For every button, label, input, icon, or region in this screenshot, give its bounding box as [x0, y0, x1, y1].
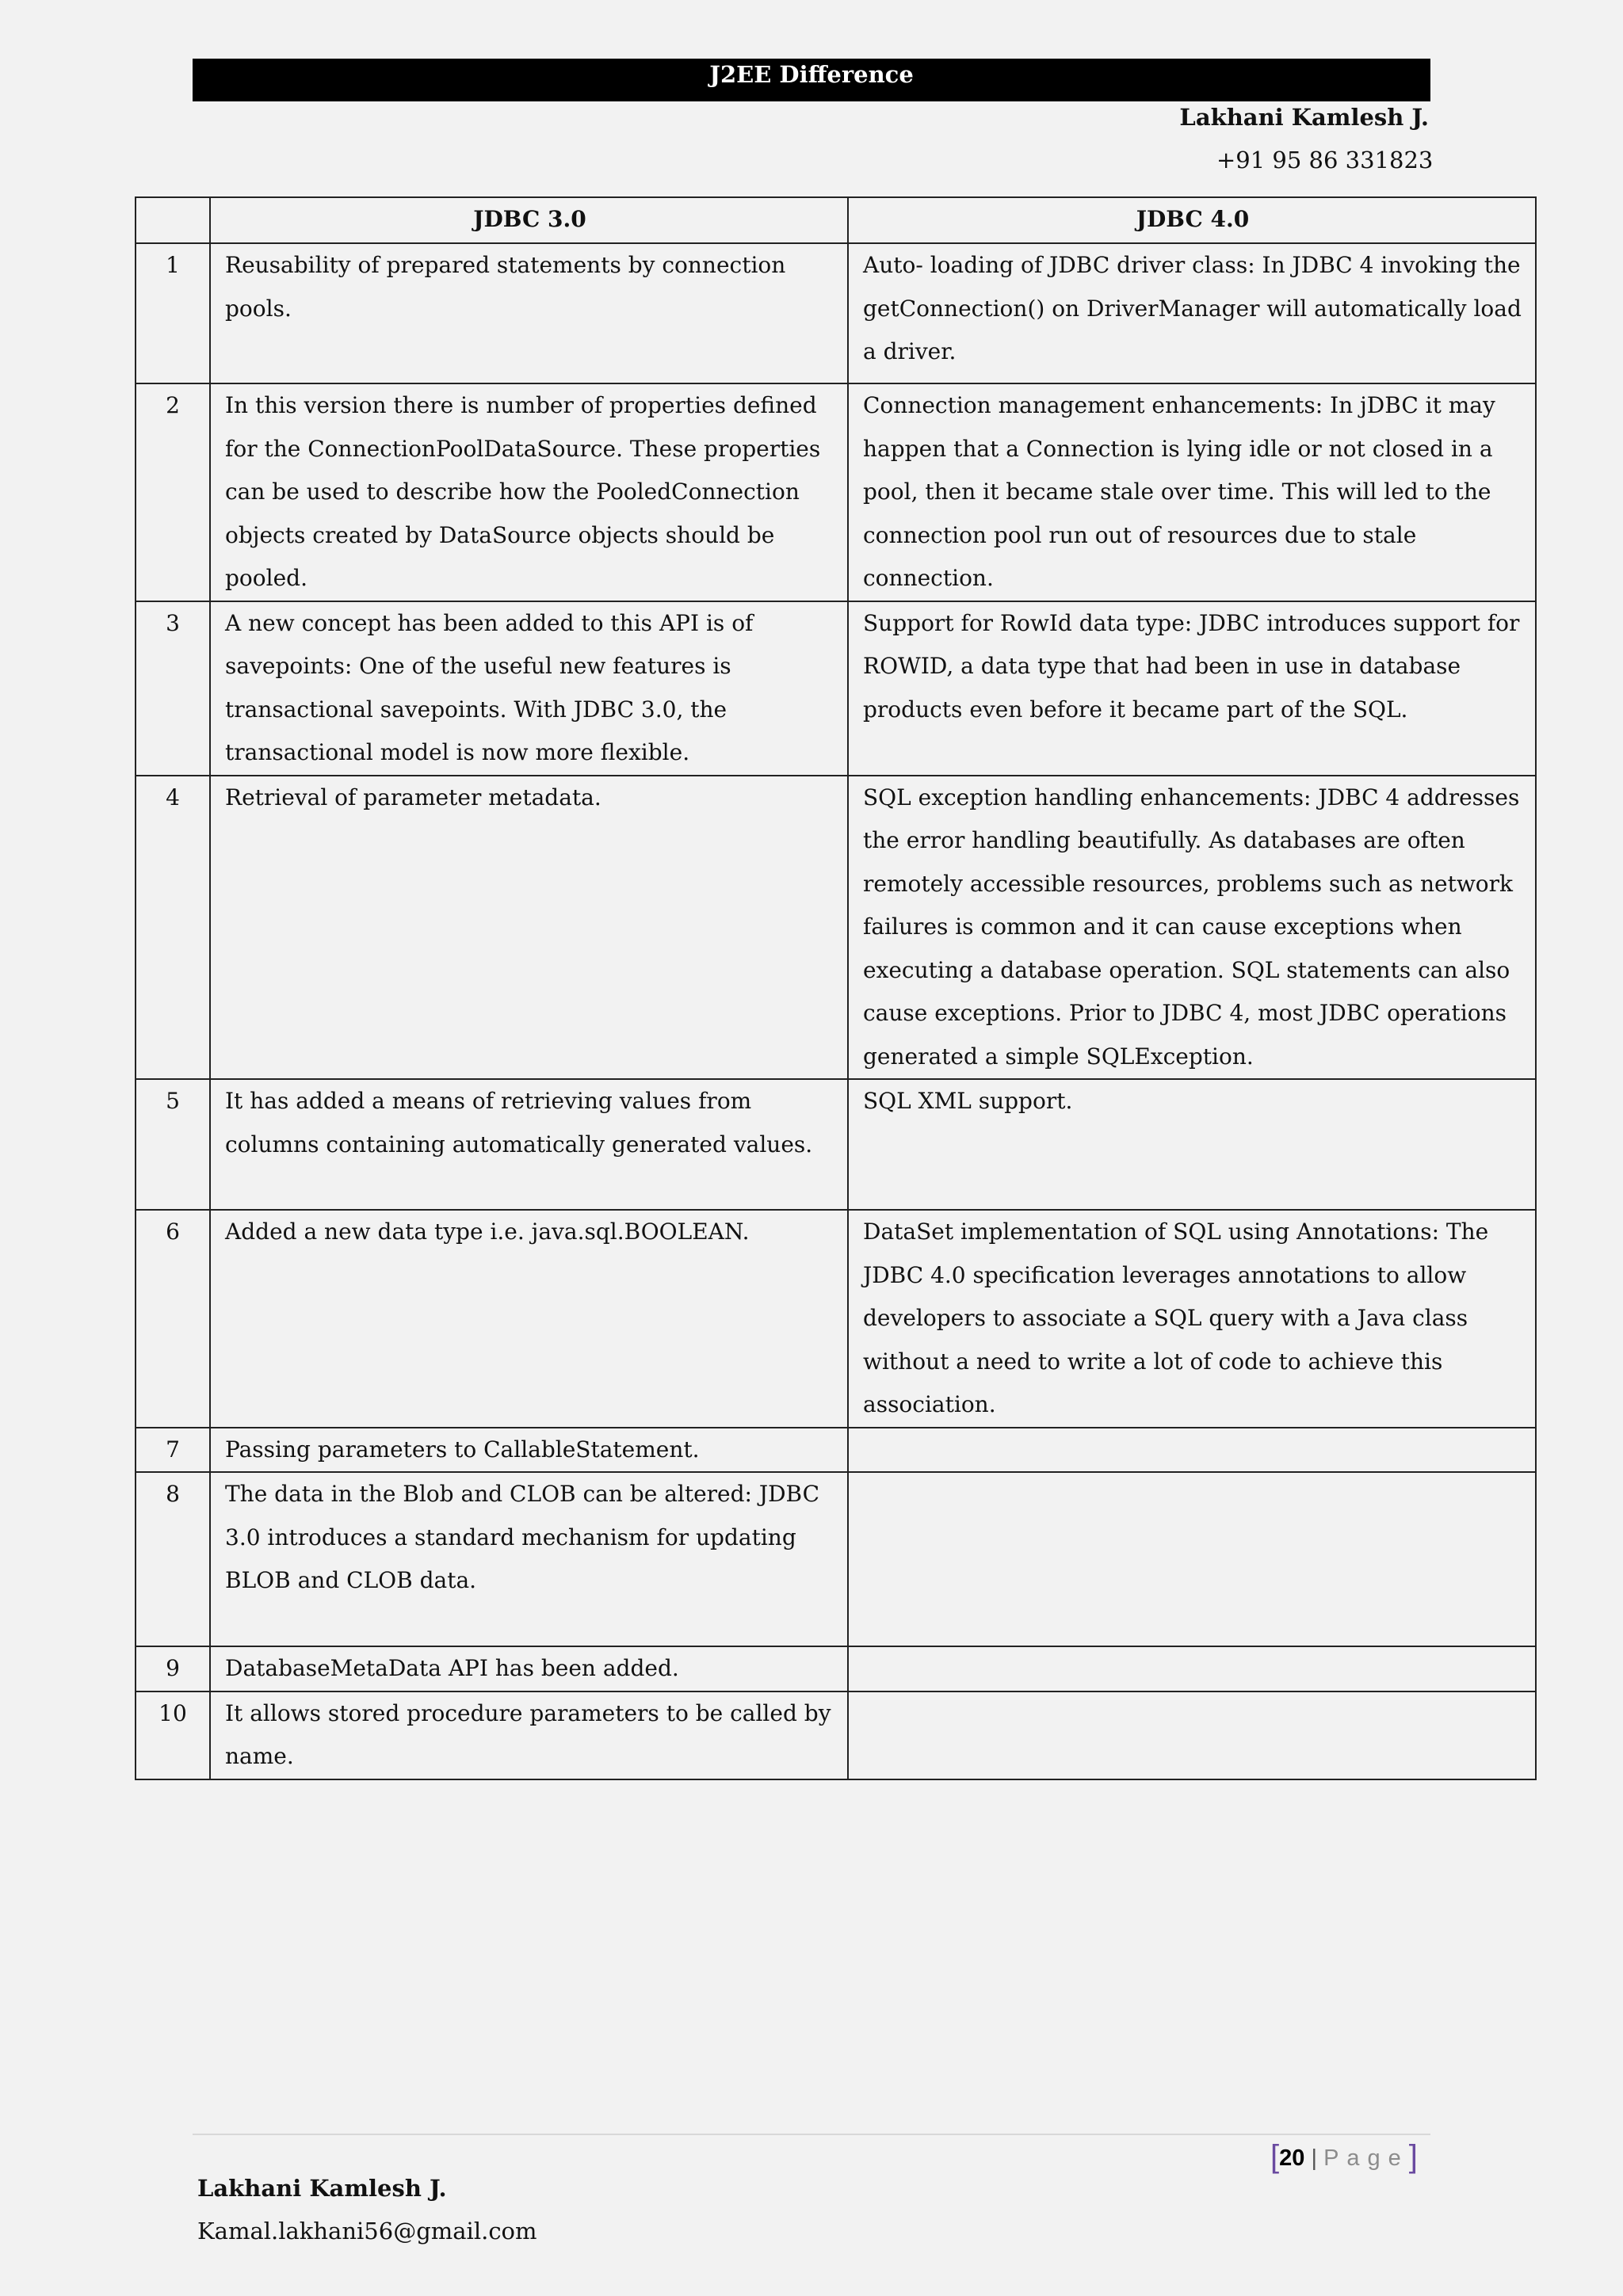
row-number: 3	[136, 601, 210, 776]
row-number: 4	[136, 776, 210, 1080]
jdbc3-cell: DatabaseMetaData API has been added.	[210, 1646, 848, 1691]
footer-author-name: Lakhani Kamlesh J.	[197, 2175, 447, 2202]
column-header-number	[136, 197, 210, 243]
row-number: 2	[136, 383, 210, 601]
jdbc4-cell: SQL exception handling enhancements: JDBC 4 addresses the error handling beautifully. As databases are often remotely accessible resources, problems such as network failures is common and it can cause exceptions when executing a database operation. SQL statements can also cause exceptions. Prior to JDBC 4, most JDBC operations generated a simple SQLException.	[848, 776, 1536, 1080]
row-number: 9	[136, 1646, 210, 1691]
column-header-jdbc3: JDBC 3.0	[210, 197, 848, 243]
jdbc4-cell	[848, 1691, 1536, 1779]
jdbc4-cell	[848, 1646, 1536, 1691]
jdbc4-cell: SQL XML support.	[848, 1079, 1536, 1210]
header-author-name: Lakhani Kamlesh J.	[1179, 104, 1429, 131]
jdbc3-cell: It allows stored procedure parameters to be called by name.	[210, 1691, 848, 1779]
row-number: 7	[136, 1428, 210, 1473]
jdbc4-cell: Connection management enhancements: In jDBC it may happen that a Connection is lying idle or not closed in a pool, then it became stale over time. This will led to the connection pool run out of resources due to stale connection.	[848, 383, 1536, 601]
jdbc4-cell: Support for RowId data type: JDBC introduces support for ROWID, a data type that had been in use in database products even before it became part of the SQL.	[848, 601, 1536, 776]
table-row	[136, 243, 1536, 383]
jdbc4-cell	[848, 1428, 1536, 1473]
jdbc3-cell: Reusability of prepared statements by connection pools.	[210, 243, 848, 383]
page-label: Page	[1323, 2145, 1409, 2171]
jdbc3-cell: Passing parameters to CallableStatement.	[210, 1428, 848, 1473]
jdbc3-cell: The data in the Blob and CLOB can be altered: JDBC 3.0 introduces a standard mechanism for updating BLOB and CLOB data.	[210, 1472, 848, 1646]
jdbc4-cell: Auto- loading of JDBC driver class: In JDBC 4 invoking the getConnection() on DriverManager will automatically load a driver.	[848, 243, 1536, 383]
row-number: 1	[136, 243, 210, 383]
jdbc4-cell: DataSet implementation of SQL using Annotations: The JDBC 4.0 specification leverages annotations to allow developers to associate a SQL query with a Java class without a need to write a lot of code to achieve this association.	[848, 1210, 1536, 1428]
row-number: 8	[136, 1472, 210, 1646]
row-number: 5	[136, 1079, 210, 1210]
table-row	[136, 1428, 1536, 1473]
document-header-title: J2EE Difference	[193, 59, 1430, 101]
table-row	[136, 383, 1536, 601]
right-bracket-glyph: ]	[1408, 2139, 1418, 2174]
jdbc3-cell: Added a new data type i.e. java.sql.BOOLEAN.	[210, 1210, 848, 1428]
footer-divider	[193, 2134, 1430, 2135]
table-row	[136, 1079, 1536, 1210]
page-number: 20	[1279, 2145, 1305, 2171]
table-row	[136, 1472, 1536, 1646]
jdbc4-cell	[848, 1472, 1536, 1646]
jdbc3-cell: Retrieval of parameter metadata.	[210, 776, 848, 1080]
table-row	[136, 1646, 1536, 1691]
table-header-row	[136, 197, 1536, 243]
table-row	[136, 601, 1536, 776]
column-header-jdbc4: JDBC 4.0	[848, 197, 1536, 243]
table-row	[136, 776, 1536, 1080]
row-number: 10	[136, 1691, 210, 1779]
table-row	[136, 1210, 1536, 1428]
header-phone-number: +91 95 86 331823	[1216, 147, 1434, 174]
page-separator: |	[1311, 2145, 1317, 2171]
jdbc3-cell: In this version there is number of properties defined for the ConnectionPoolDataSource. These properties can be used to describe how the PooledConnection objects created by DataSource objects should be pooled.	[210, 383, 848, 601]
jdbc-comparison-table	[135, 196, 1537, 1780]
jdbc3-cell: It has added a means of retrieving values from columns containing automatically generated values.	[210, 1079, 848, 1210]
page-number-indicator	[1270, 2137, 1418, 2178]
left-bracket-glyph: [	[1270, 2139, 1280, 2174]
table-row	[136, 1691, 1536, 1779]
jdbc3-cell: A new concept has been added to this API is of savepoints: One of the useful new features is transactional savepoints. With JDBC 3.0, the transactional model is now more flexible.	[210, 601, 848, 776]
row-number: 6	[136, 1210, 210, 1428]
footer-email: Kamal.lakhani56@gmail.com	[197, 2218, 537, 2245]
